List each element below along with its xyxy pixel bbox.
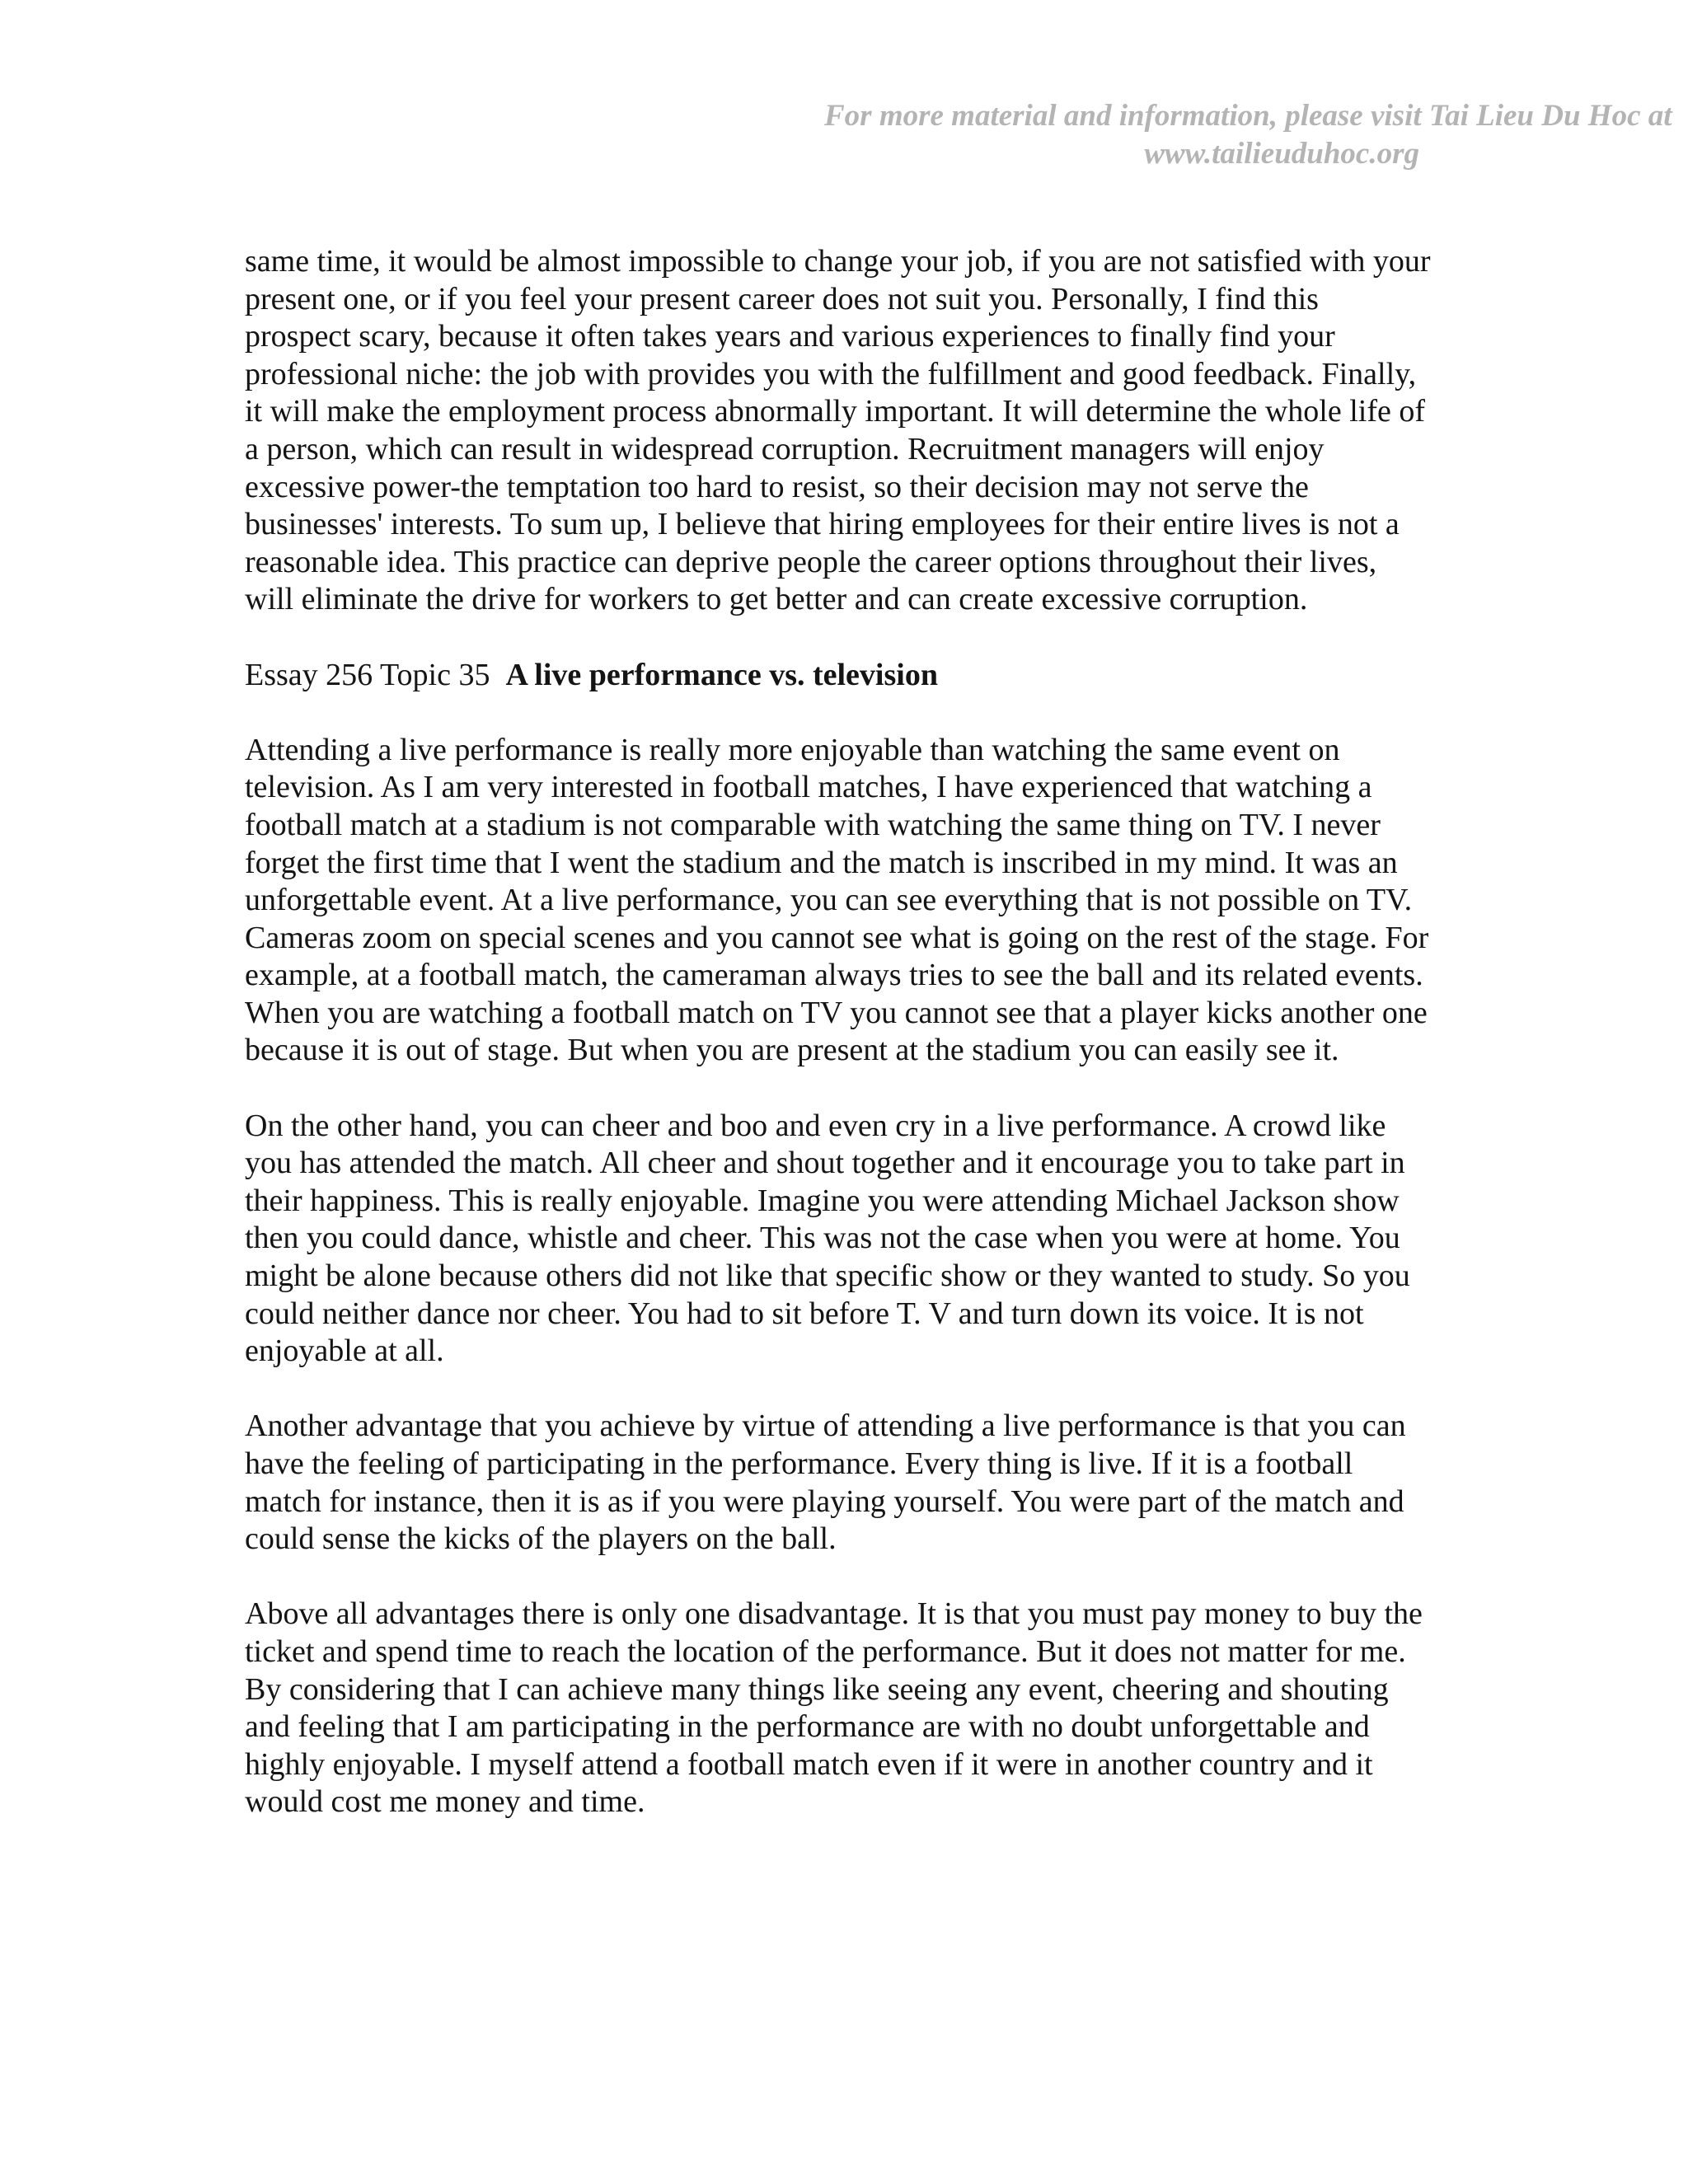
essay-heading [245,657,1432,695]
header-link[interactable]: www.tailieuduhoc.org [1144,137,1419,171]
document-body [245,243,1432,1821]
essay-title: A live performance vs. television [505,657,938,692]
essay-paragraph-2: On the other hand, you can cheer and boo and even cry in a live performance. A crowd like you has attended the match. All cheer and shout together and it encourage you to take part in their happiness. This is really enjoyable. Imagine you were attending Michael Jackson show then you could dance, whistle and cheer. This was not the case when you were at home. You might be alone because others did not like that specific show or they wanted to study. So you could neither dance nor cheer. You had to sit before T. V and turn down its voice. It is not enjoyable at all. [245,1108,1410,1369]
page-header [824,97,1672,173]
essay-paragraph-4: Above all advantages there is only one disadvantage. It is that you must pay money to buy the ticket and spend time to reach the location of the performance. But it does not matter for me. By considering that I can achieve many things like seeing any event, cheering and shouting and feeling that I am participating in the performance are with no doubt unforgettable and highly enjoyable. I myself attend a football match even if it were in another country and it would cost me money and time. [245,1596,1423,1820]
continuation-paragraph: same time, it would be almost impossible to change your job, if you are not satisfied with your present one, or if you feel your present career does not suit you. Personally, I find this prospect scary, because it often takes years and various experiences to finally find your professional niche: the job with provides you with the fulfillment and good feedback. Finally, it will make the employment process abnormally important. It will determine the whole life of a person, which can result in widespread corruption. Recruitment managers will enjoy excessive power-the temptation too hard to resist, so their decision may not serve the businesses' interests. To sum up, I believe that hiring employees for their entire lives is not a reasonable idea. This practice can deprive people the career options throughout their lives, will eliminate the drive for workers to get better and can create excessive corruption. [245,244,1431,617]
essay-paragraph-3: Another advantage that you achieve by virtue of attending a live performance is that you can have the feeling of participating in the performance. Every thing is live. If it is a football match for instance, then it is as if you were playing yourself. You were part of the match and could sense the kicks of the players on the ball. [245,1408,1406,1557]
essay-paragraph-1: Attending a live performance is really more enjoyable than watching the same event on television. As I am very interested in football matches, I have experienced that watching a football match at a stadium is not comparable with watching the same thing on TV. I never forget the first time that I went the stadium and the match is inscribed in my mind. It was an unforgettable event. At a live performance, you can see everything that is not possible on TV. Cameras zoom on special scenes and you cannot see what is going on the rest of the stage. For example, at a football match, the cameraman always tries to see the ball and its related events. When you are watching a football match on TV you cannot see that a player kicks another one because it is out of stage. But when you are present at the stadium you can easily see it. [245,732,1429,1068]
essay-label: Essay 256 Topic 35 [245,657,490,692]
header-line-1: For more material and information, please visit Tai Lieu Du Hoc at [824,99,1672,133]
